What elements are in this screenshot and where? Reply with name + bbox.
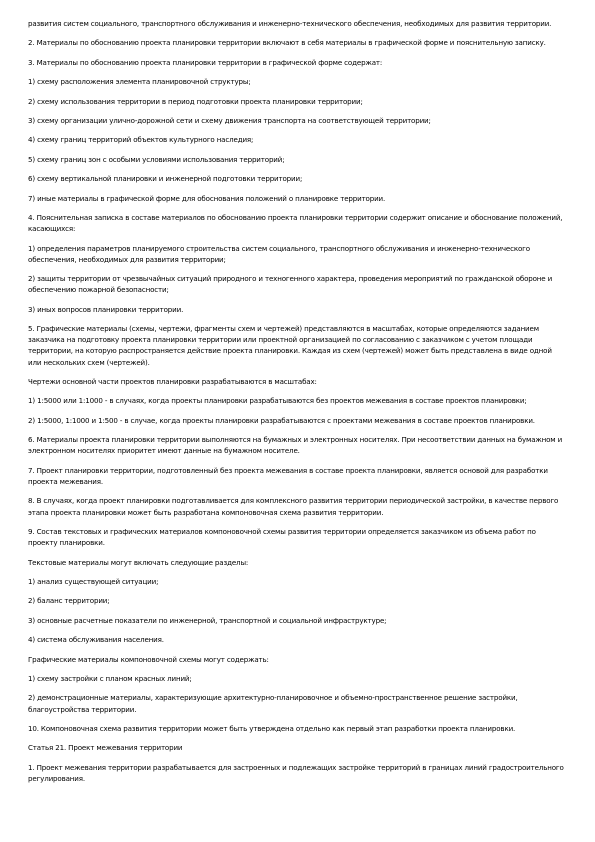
document-paragraph: 3) иных вопросов планировки территории.: [28, 304, 184, 314]
document-paragraph: 10. Компоновочная схема развития территории может быть утверждена отдельно как первый этап разработки проекта планировки.: [28, 723, 516, 733]
document-paragraph: 1) 1:5000 или 1:1000 - в случаях, когда проекты планировки разрабатываются без проектов межевания в составе проектов планировки;: [28, 396, 527, 406]
document-paragraph: 3) схему организации улично-дорожной сети и схему движения транспорта на соответствующей территории;: [28, 115, 431, 125]
document-paragraph: 8. В случаях, когда проект планировки подготавливается для комплексного развития территории периодической застройки, в качестве первого этапа проекта планировки может быть разработана компоновочная схема развития территории.: [28, 496, 559, 517]
document-paragraph: 1) анализ существующей ситуации;: [28, 577, 159, 587]
document-paragraph: 4) схему границ территорий объектов культурного наследия;: [28, 135, 254, 145]
section-heading: Статья 21. Проект межевания территории: [28, 743, 183, 753]
document-paragraph: 2. Материалы по обоснованию проекта планировки территории включают в себя материалы в графической форме и пояснительную записку.: [28, 38, 546, 48]
document-paragraph: 3) основные расчетные показатели по инженерной, транспортной и социальной инфраструктуре;: [28, 615, 387, 625]
document-paragraph: 1) схему расположения элемента планировочной структуры;: [28, 77, 251, 87]
document-paragraph: 6. Материалы проекта планировки территории выполняются на бумажных и электронных носителях. При несоответствии данных на бумажном и электронном носителях приоритет имеют данные на бумажном носителе.: [28, 435, 563, 456]
document-paragraph: 2) защиты территории от чрезвычайных ситуаций природного и техногенного характера, проведения мероприятий по гражданской обороне и обеспечению пожарной безопасности;: [28, 274, 553, 295]
document-paragraph: Чертежи основной части проектов планировки разрабатываются в масштабах:: [28, 377, 317, 387]
document-paragraph: 1) схему застройки с планом красных линий;: [28, 673, 192, 683]
document-paragraph: развития систем социального, транспортного обслуживания и инженерно-технического обеспечения, необходимых для развития территории.: [28, 19, 552, 28]
document-paragraph: 2) 1:5000, 1:1000 и 1:500 - в случае, когда проекты планировки разрабатываются с проектами межевания в составе проектов планировки.: [28, 415, 535, 425]
document-paragraph: 7. Проект планировки территории, подготовленный без проекта межевания в составе проекта планировки, является основой для разработки проекта межевания.: [28, 465, 548, 487]
document-paragraph: 2) баланс территории;: [28, 596, 110, 606]
document-paragraph: 6) схему вертикальной планировки и инженерной подготовки территории;: [28, 174, 303, 184]
document-paragraph: 5. Графические материалы (схемы, чертежи, фрагменты схем и чертежей) представляются в масштабах, которые определяются заданием заказчика на подготовку проекта планировки территории или проектной организацией по согласованию с заказчиком с учетом площади территории, на которую распространяется действие проекта планировки. Каждая из схем (чертежей) может быть представлена в виде одной или нескольких схем (чертежей).: [28, 324, 552, 367]
document-paragraph: Графические материалы компоновочной схемы могут содержать:: [28, 654, 269, 664]
document-paragraph: 7) иные материалы в графической форме для обоснования положений о планировке территории.: [28, 193, 386, 203]
document-paragraph: 4) система обслуживания населения.: [28, 635, 164, 645]
document-paragraph: 5) схему границ зон с особыми условиями использования территорий;: [28, 154, 285, 164]
document-paragraph: 3. Материалы по обоснованию проекта планировки территории в графической форме содержат:: [28, 57, 383, 67]
document-paragraph: 2) демонстрационные материалы, характеризующие архитектурно-планировочное и объемно-пространственное решение застройки, благоустройства территории.: [28, 693, 518, 714]
document-paragraph: 4. Пояснительная записка в составе материалов по обоснованию проекта планировки территории содержит описание и обоснование положений, касающихся:: [28, 212, 563, 234]
document-paragraph: 1. Проект межевания территории разрабатывается для застроенных и подлежащих застройке территорий в границах линий градостроительного регулирования.: [28, 762, 564, 783]
document-paragraph: 2) схему использования территории в период подготовки проекта планировки территории;: [28, 96, 363, 106]
document-paragraph: 1) определения параметров планируемого строительства систем социального, транспортного обслуживания и инженерно-технического обеспечения, необходимых для развития территории;: [28, 243, 530, 264]
document-paragraph: Текстовые материалы могут включать следующие разделы:: [28, 557, 249, 567]
document-paragraph: 9. Состав текстовых и графических материалов компоновочной схемы развития территории определяется заказчиком из объема работ по проекту планировки.: [28, 527, 536, 548]
